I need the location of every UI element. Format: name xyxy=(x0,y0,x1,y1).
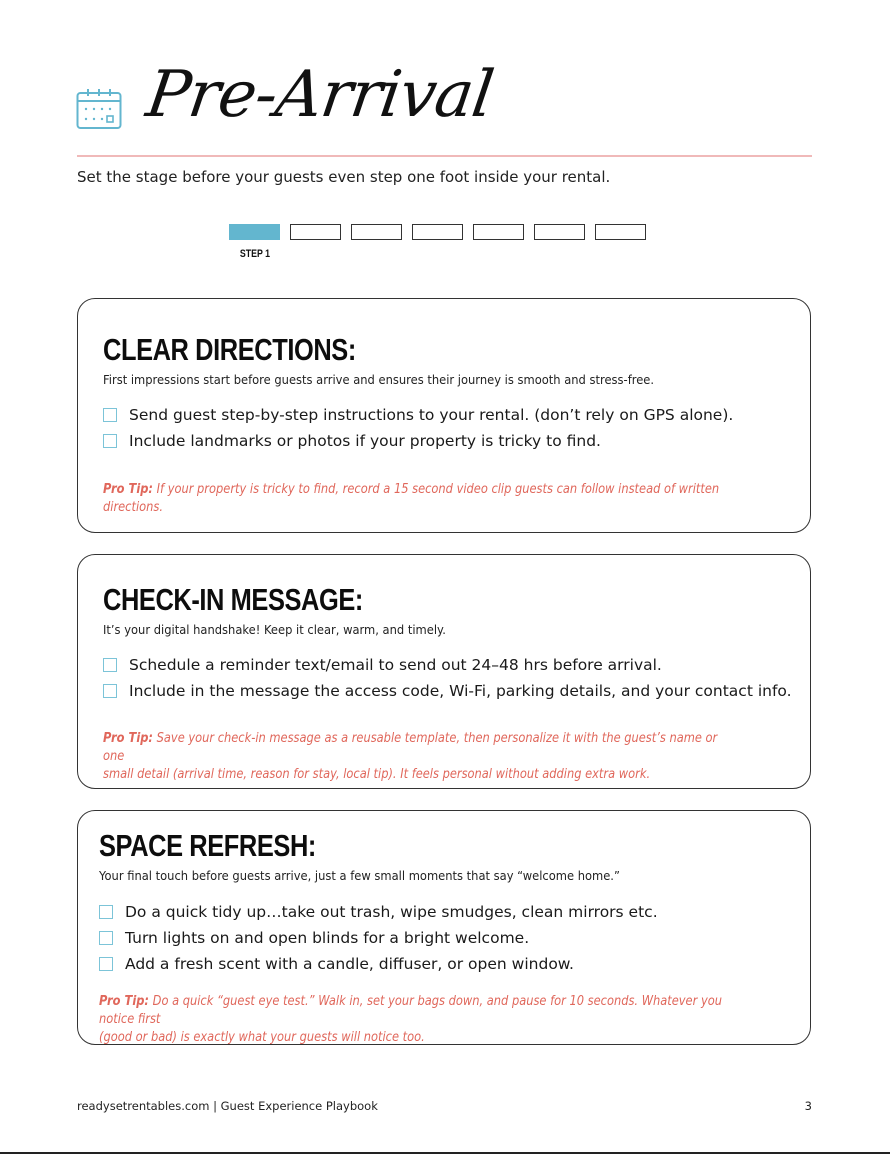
step-box-1 xyxy=(229,224,280,240)
footer-text: readysetrentables.com | Guest Experience Playbook xyxy=(77,1099,378,1113)
pro-tip xyxy=(103,730,725,784)
checklist-item-label: Add a fresh scent with a candle, diffuser, or open window. xyxy=(125,955,574,973)
header-divider xyxy=(77,155,812,157)
step-box-7 xyxy=(595,224,646,240)
step-box-2 xyxy=(290,224,341,240)
calendar-icon xyxy=(76,88,122,130)
step-box-6 xyxy=(534,224,585,240)
checkbox[interactable] xyxy=(103,434,117,448)
section-card-check-in-message xyxy=(77,554,811,789)
checklist-item-label: Do a quick tidy up…take out trash, wipe smudges, clean mirrors etc. xyxy=(125,903,658,921)
checkbox[interactable] xyxy=(103,684,117,698)
page-title: Pre-Arrival xyxy=(142,58,498,132)
checklist-item[interactable] xyxy=(103,682,792,700)
checklist-item-label: Send guest step-by-step instructions to your rental. (don’t rely on GPS alone). xyxy=(129,406,734,424)
pro-tip-label: Pro Tip: xyxy=(103,482,154,497)
intro-text: Set the stage before your guests even step one foot inside your rental. xyxy=(77,168,611,186)
pro-tip-text: If your property is tricky to find, record a 15 second video clip guests can follow instead of written directions. xyxy=(103,482,720,515)
step-box-4 xyxy=(412,224,463,240)
section-title: CLEAR DIRECTIONS: xyxy=(103,332,356,367)
section-title: SPACE REFRESH: xyxy=(99,828,316,863)
checklist-item[interactable] xyxy=(99,929,529,947)
checklist-item-label: Schedule a reminder text/email to send out 24–48 hrs before arrival. xyxy=(129,656,662,674)
pro-tip xyxy=(99,993,725,1047)
checklist-item[interactable] xyxy=(99,955,574,973)
section-card-clear-directions xyxy=(77,298,811,533)
checklist-item[interactable] xyxy=(103,432,601,450)
checkbox[interactable] xyxy=(103,658,117,672)
pro-tip-text: (good or bad) is exactly what your guests will notice too. xyxy=(99,1030,425,1045)
page-number: 3 xyxy=(804,1099,812,1113)
pro-tip xyxy=(103,481,725,517)
step-label: STEP 1 xyxy=(239,248,271,260)
pro-tip-text: Save your check-in message as a reusable template, then personalize it with the guest’s name or one xyxy=(103,731,718,764)
checklist-item-label: Include landmarks or photos if your property is tricky to find. xyxy=(129,432,601,450)
checkbox[interactable] xyxy=(99,931,113,945)
checklist-item[interactable] xyxy=(103,656,662,674)
step-box-5 xyxy=(473,224,524,240)
checklist-item[interactable] xyxy=(103,406,733,424)
checklist-item[interactable] xyxy=(99,903,658,921)
checkbox[interactable] xyxy=(99,957,113,971)
pro-tip-label: Pro Tip: xyxy=(103,731,154,746)
checkbox[interactable] xyxy=(103,408,117,422)
pro-tip-label: Pro Tip: xyxy=(99,994,150,1009)
section-subtitle: First impressions start before guests arrive and ensures their journey is smooth and stress-free. xyxy=(103,372,655,387)
checkbox[interactable] xyxy=(99,905,113,919)
section-title: CHECK-IN MESSAGE: xyxy=(103,582,363,617)
section-subtitle: Your final touch before guests arrive, just a few small moments that say “welcome home.” xyxy=(99,868,620,883)
checklist-item-label: Include in the message the access code, Wi-Fi, parking details, and your contact info. xyxy=(129,682,792,700)
section-card-space-refresh xyxy=(77,810,811,1045)
step-progress xyxy=(229,224,646,240)
checklist-item-label: Turn lights on and open blinds for a bright welcome. xyxy=(125,929,530,947)
section-subtitle: It’s your digital handshake! Keep it clear, warm, and timely. xyxy=(103,622,446,637)
pro-tip-text: Do a quick “guest eye test.” Walk in, set your bags down, and pause for 10 seconds. Whatever you notice first xyxy=(99,994,722,1027)
step-box-3 xyxy=(351,224,402,240)
pro-tip-text: small detail (arrival time, reason for stay, local tip). It feels personal without adding extra work. xyxy=(103,767,651,782)
